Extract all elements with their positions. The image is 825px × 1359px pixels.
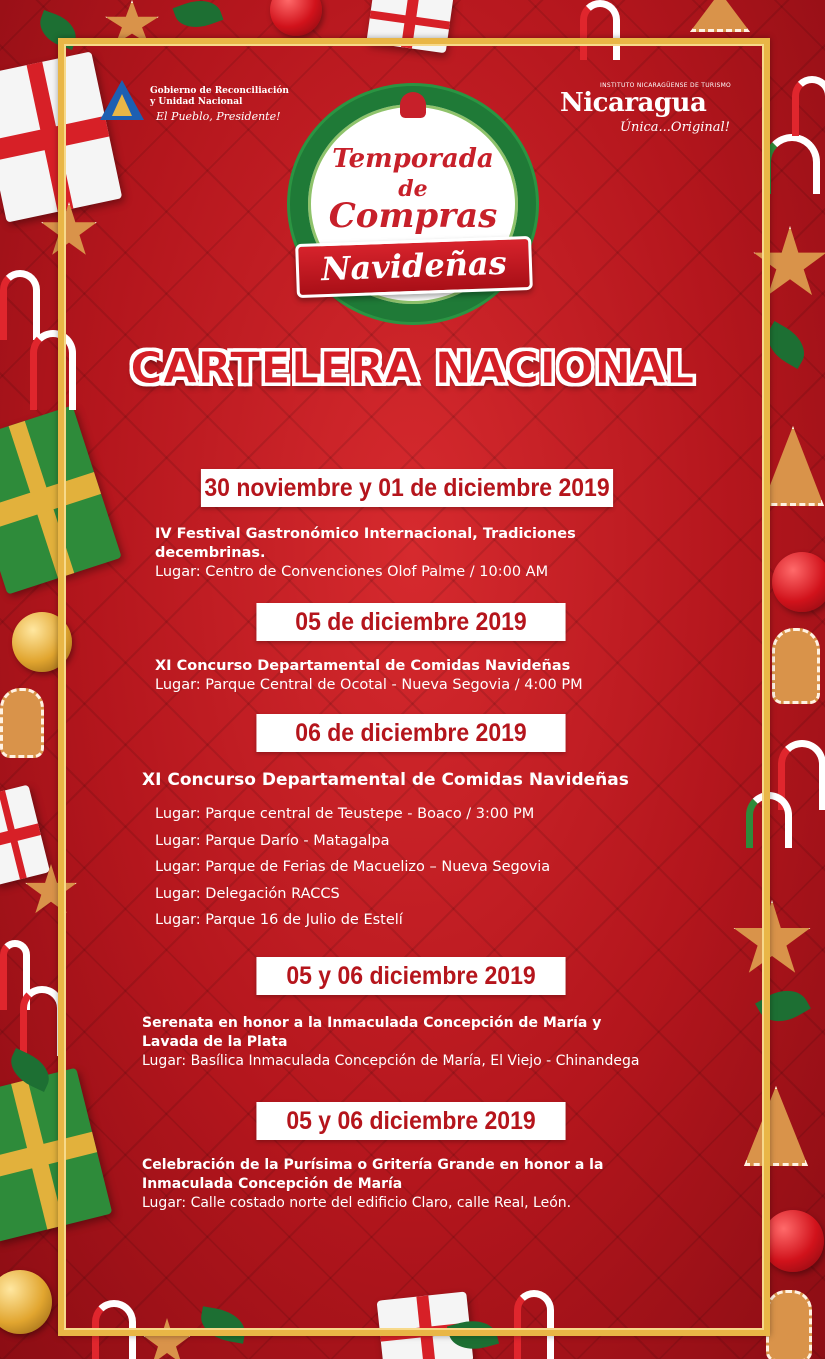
location-list xyxy=(155,801,550,934)
wreath-banner-text: Navideñas xyxy=(320,243,508,289)
wreath-banner xyxy=(295,236,533,298)
event-title-line1: Celebración de la Purísima o Gritería Grande en honor a la xyxy=(142,1157,604,1173)
candy-cane-icon xyxy=(764,134,820,194)
government-name-line1: Gobierno de Reconciliación xyxy=(150,86,289,96)
event-title: IV Festival Gastronómico Internacional, Tradiciones decembrinas. xyxy=(155,526,576,561)
bell-icon xyxy=(400,92,426,118)
tree-cookie-icon xyxy=(690,0,750,32)
event-block xyxy=(142,1014,742,1071)
list-item: Lugar: Parque 16 de Julio de Estelí xyxy=(155,912,403,928)
bauble-icon xyxy=(762,1210,824,1272)
date-heading: 30 noviembre y 01 de diciembre 2019 xyxy=(201,469,613,507)
tourism-brand-name: Nicaragua xyxy=(560,88,707,118)
date-heading: 05 y 06 diciembre 2019 xyxy=(256,1102,565,1140)
gingerbread-icon xyxy=(0,688,44,758)
wreath-title-line1: Temporada xyxy=(332,144,494,174)
event-location: Lugar: Centro de Convenciones Olof Palme / 10:00 AM xyxy=(155,564,549,580)
tourism-logo xyxy=(560,82,740,142)
event-location: Lugar: Calle costado norte del edificio Claro, calle Real, León. xyxy=(142,1195,572,1211)
candy-cane-icon xyxy=(792,76,825,136)
event-block xyxy=(142,771,702,790)
bauble-icon xyxy=(270,0,322,36)
event-block xyxy=(142,1156,742,1213)
government-name-line2: y Unidad Nacional xyxy=(150,97,243,107)
event-title-line1: Serenata en honor a la Inmaculada Concepción de María y xyxy=(142,1015,602,1031)
page-title: CARTELERA NACIONAL xyxy=(130,343,695,394)
event-location: Lugar: Parque Central de Ocotal - Nueva Segovia / 4:00 PM xyxy=(155,677,583,693)
list-item: Lugar: Parque central de Teustepe - Boaco / 3:00 PM xyxy=(155,806,535,822)
event-block xyxy=(155,657,655,695)
holly-icon xyxy=(173,0,224,35)
tourism-institute-name: INSTITUTO NICARAGÜENSE DE TURISMO xyxy=(600,82,732,89)
wreath-title-line3: Compras xyxy=(328,196,498,236)
event-title-line2: Lavada de la Plata xyxy=(142,1034,288,1050)
date-heading: 05 de diciembre 2019 xyxy=(256,603,565,641)
bauble-icon xyxy=(772,552,825,612)
list-item: Lugar: Parque de Ferias de Macuelizo – Nueva Segovia xyxy=(155,859,551,875)
event-title: XI Concurso Departamental de Comidas Navideñas xyxy=(142,770,629,790)
bauble-icon xyxy=(0,1270,52,1334)
government-slogan: El Pueblo, Presidente! xyxy=(156,110,281,123)
date-heading: 05 y 06 diciembre 2019 xyxy=(256,957,565,995)
event-block xyxy=(155,525,615,582)
list-item: Lugar: Parque Darío - Matagalpa xyxy=(155,832,390,849)
event-title: XI Concurso Departamental de Comidas Navideñas xyxy=(155,658,571,674)
gingerbread-icon xyxy=(772,628,820,704)
candy-cane-icon xyxy=(0,270,40,340)
event-title-line2: Inmaculada Concepción de María xyxy=(142,1176,403,1192)
list-item: Lugar: Delegación RACCS xyxy=(155,885,340,902)
gingerbread-icon xyxy=(766,1290,812,1359)
date-heading: 06 de diciembre 2019 xyxy=(256,714,565,752)
wreath-logo xyxy=(270,72,556,332)
gift-icon xyxy=(0,785,50,886)
wreath-title-line2: de xyxy=(398,176,428,202)
tourism-tagline: Única...Original! xyxy=(620,120,730,135)
tree-cookie-icon xyxy=(762,426,824,506)
event-location: Lugar: Basílica Inmaculada Concepción de María, El Viejo - Chinandega xyxy=(142,1053,640,1069)
